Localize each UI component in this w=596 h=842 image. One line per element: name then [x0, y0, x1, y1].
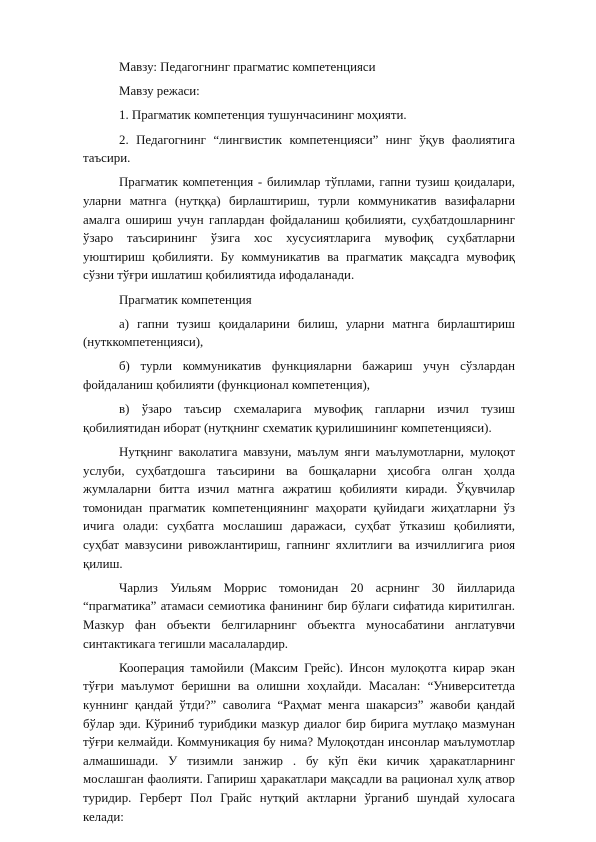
document-page — [83, 58, 515, 832]
plan-heading: Мавзу режаси: — [119, 84, 200, 99]
topic-heading: Мавзу: Педагогнинг прагматис компетенцияси — [119, 60, 376, 74]
component-c: в) ўзаро таъсир схемаларига мувофиқ гапларни изчил тузиш қобилиятидан иборат (нутқнинг схематик қурилишининг компетенцияси). — [83, 402, 515, 435]
section-label: Прагматик компетенция — [119, 292, 252, 307]
morris-paragraph: Чарлиз Уильям Моррис томонидан 20 асрнинг 30 йилларида “прагматика” атамаси семиотика фанининг бир бўлаги сифатида киритилган. Мазкур фан объекти белгиларнинг объектга муносабатини англатувчи синтактикага тегишли масалалардир. — [83, 580, 515, 651]
speech-competence-paragraph: Нутқнинг ваколатига мавзуни, маълум янги маълумотларни, мулоқот услуби, суҳбатдошга таъсирини ва бошқаларни ҳисобга олган ҳолда жумлаларни битта изчил матнга ажратиш қобилияти киради. Ўқувчилар томонидан прагматик компетенциянинг маҳорати қуйидаги жиҳатларни ўз ичига олади: суҳбатга мослашиш даражаси, суҳбат ўтказиш қобилияти, суҳбат мавзусини ривожлантириш, гапнинг яхлитлиги ва изчиллигига риоя қилиш. — [83, 445, 515, 571]
definition-paragraph: Прагматик компетенция - билимлар тўплами, гапни тузиш қоидалари, уларни матнга (нутққа) бирлаштириш, турли коммуникатив вазифаларни амалга ошириш учун гаплардан фойдаланиш қобилияти, суҳбатдошларнинг ўзаро таъсирининг ўзига хос хусусиятларига мувофиқ суҳбатларни уюштириш қобилияти. Бу коммуникатив ва прагматик мақсадга мувофиқ сўзни тўғри ишлатиш қобилиятида ифодаланади. — [83, 175, 515, 283]
component-a: а) гапни тузиш қоидаларини билиш, уларни матнга бирлаштириш (нутккомпетенцияси), — [83, 316, 515, 350]
component-b: б) турли коммуникатив функцияларни бажариш учун сўзлардан фойдаланиш қобилияти (функционал компетенция), — [83, 359, 515, 393]
plan-item-1: 1. Прагматик компетенция тушунчасининг моҳияти. — [119, 108, 407, 123]
plan-item-2: 2. Педагогнинг “лингвистик компетенцияси” нинг ўқув фаолиятига таъсири. — [83, 132, 515, 166]
cooperation-paragraph: Кооперация тамойили (Максим Грейс). Инсон мулоқотга кирар экан тўғри маълумот беришни ва олишни хоҳлайди. Масалан: “Университетда куннинг қандай ўтди?” саволига “Раҳмат менга шакарсиз” жавоби қандай бўлар эди. Кўриниб турибдики мазкур диалог бир бирига мутлақо мазмунан тўғри келмайди. Коммуникация бу нима? Мулоқотдан инсонлар маълумотлар алмашишади. У тизимли занжир . бу кўп ёки кичик ҳаракатларнинг мослашган фаолияти. Гапириш ҳаракатлари мақсадли ва рационал хулқ атвор туридир. Герберт Пол Грайс нутқий актларни ўрганиб шундай хулосага келади: — [83, 660, 515, 824]
